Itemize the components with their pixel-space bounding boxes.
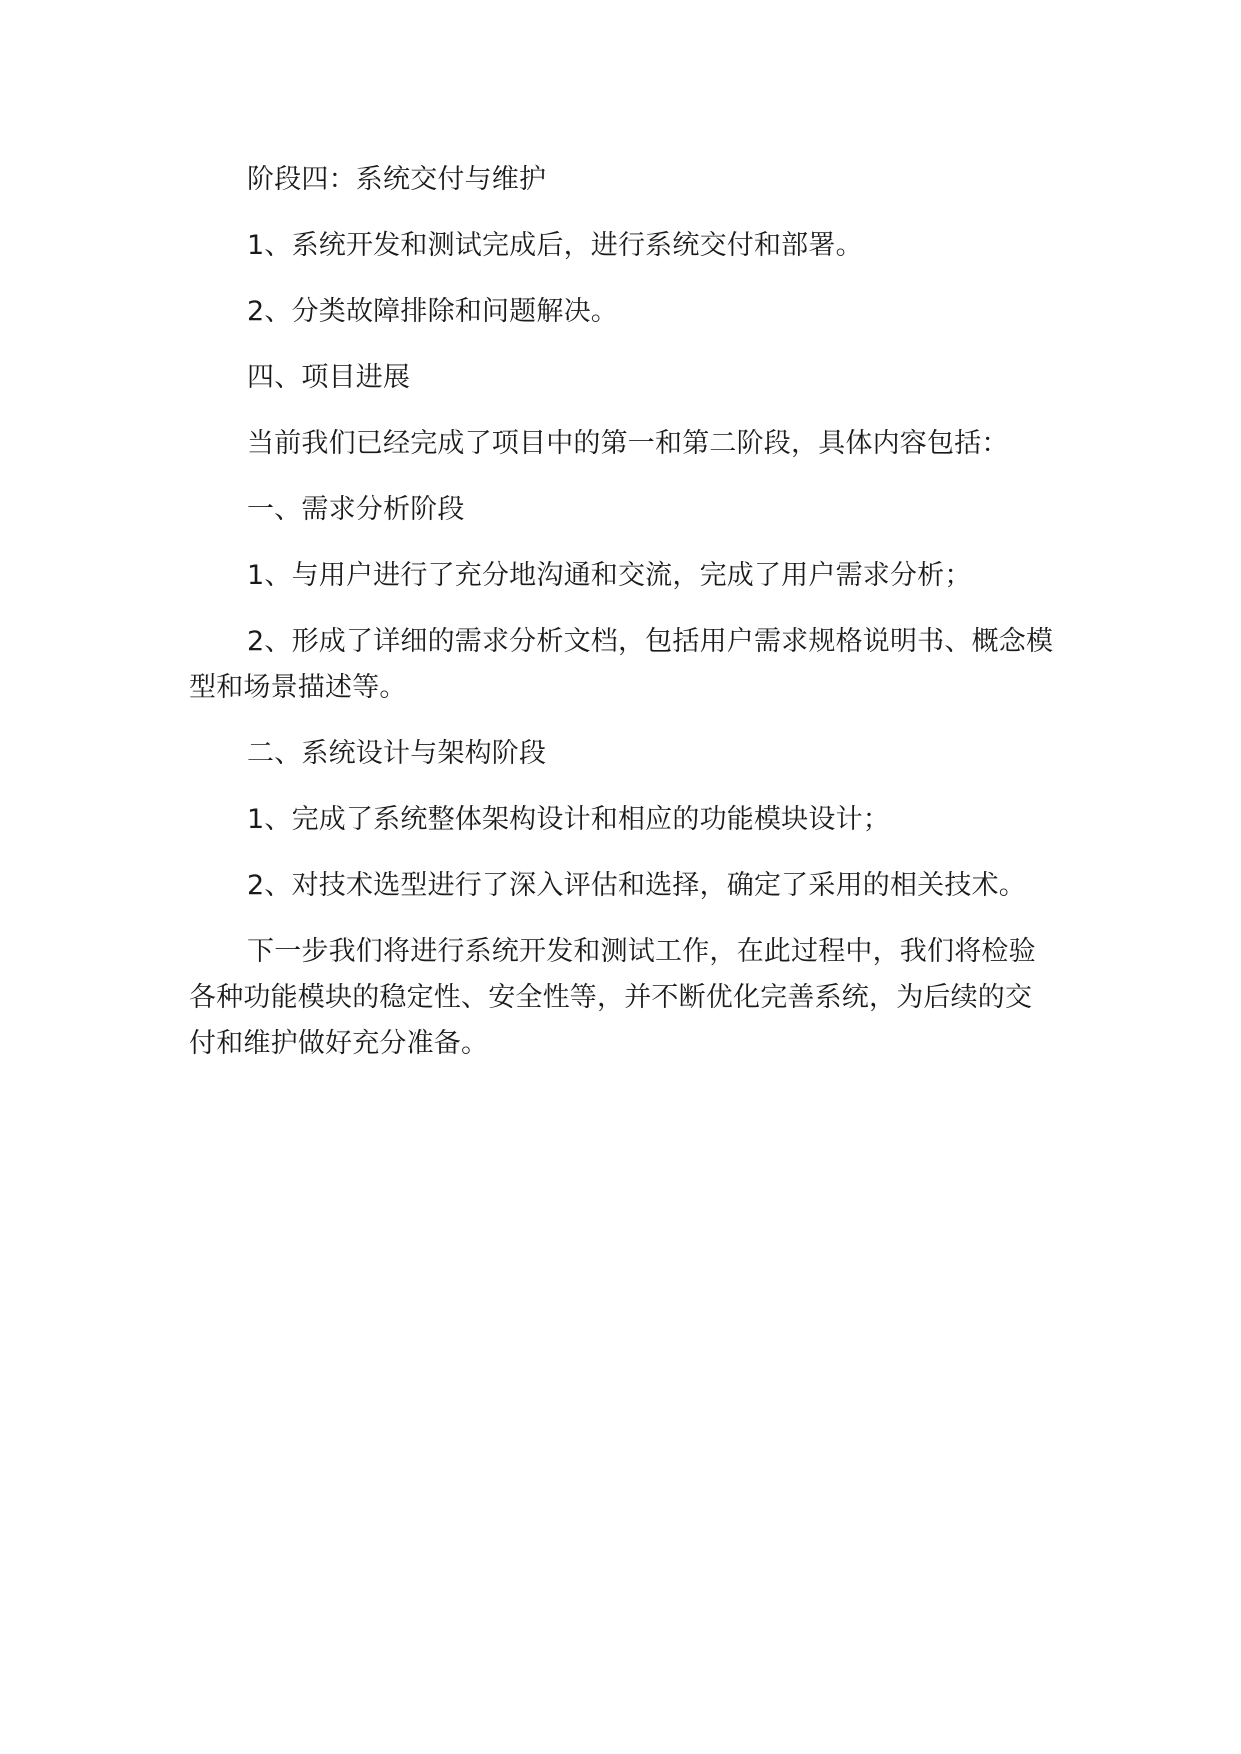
paragraph: 下一步我们将进行系统开发和测试工作，在此过程中，我们将检验各种功能模块的稳定性、安全性等，并不断优化完善系统，为后续的交付和维护做好充分准备。 (189, 936, 1036, 1059)
section-heading-design: 二、系统设计与架构阶段 (247, 738, 547, 769)
list-item: 1、系统开发和测试完成后，进行系统交付和部署。 (247, 230, 863, 261)
list-item: 2、对技术选型进行了深入评估和选择，确定了采用的相关技术。 (247, 870, 1026, 901)
section-heading-project-progress: 四、项目进展 (247, 362, 411, 393)
list-item: 1、完成了系统整体架构设计和相应的功能模块设计； (247, 804, 890, 835)
section-heading-stage-four: 阶段四：系统交付与维护 (247, 164, 547, 195)
paragraph: 当前我们已经完成了项目中的第一和第二阶段，具体内容包括： (247, 428, 1009, 459)
document-body (189, 157, 1059, 1087)
section-heading-requirements: 一、需求分析阶段 (247, 494, 465, 525)
list-item: 2、形成了详细的需求分析文档，包括用户需求规格说明书、概念模型和场景描述等。 (189, 626, 1054, 703)
list-item: 2、分类故障排除和问题解决。 (247, 296, 618, 327)
list-item: 1、与用户进行了充分地沟通和交流，完成了用户需求分析； (247, 560, 972, 591)
